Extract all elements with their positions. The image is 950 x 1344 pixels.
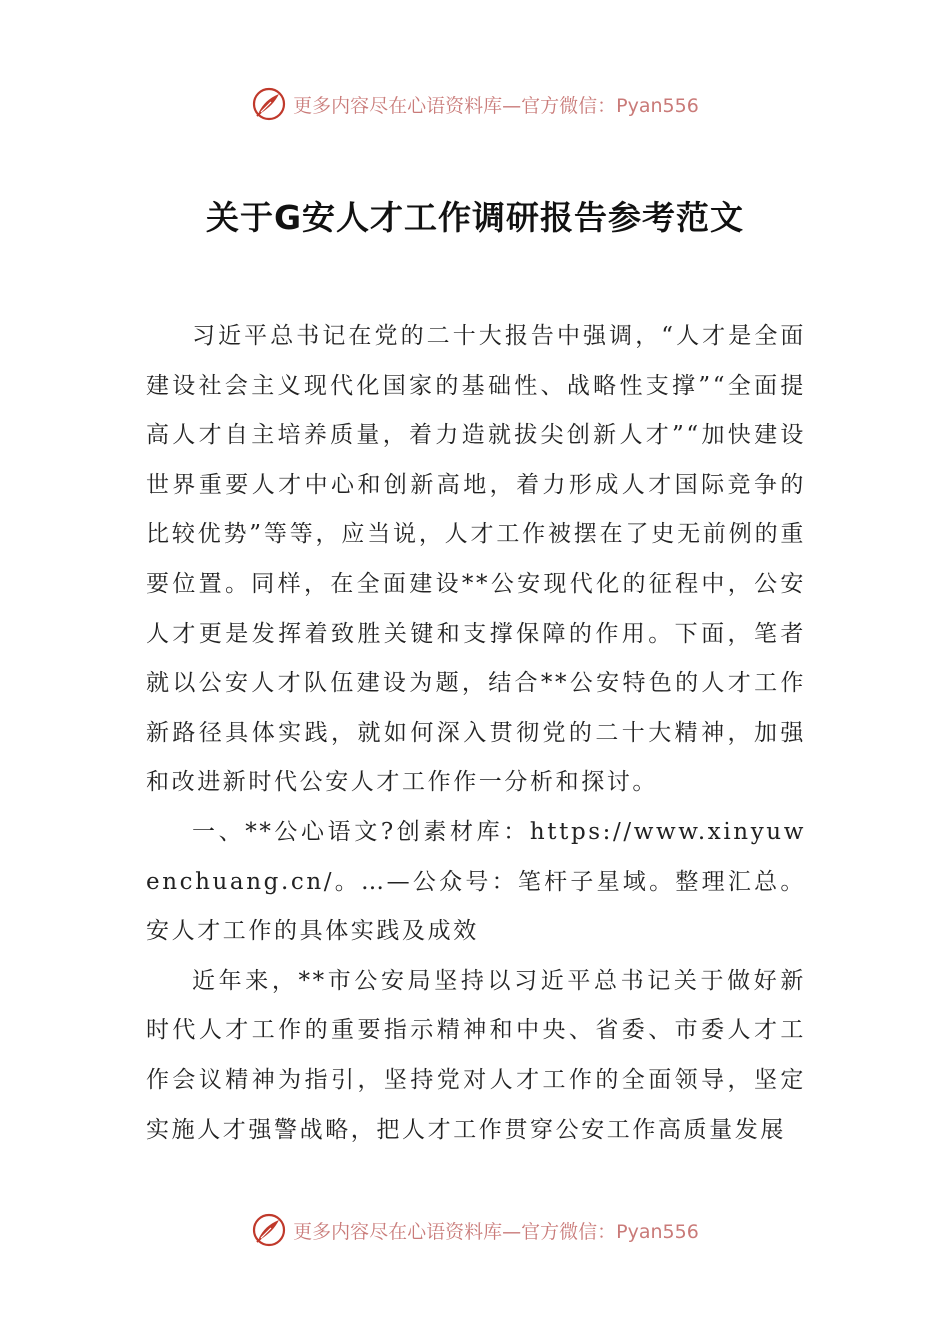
pen-nib-logo-icon xyxy=(251,1212,287,1248)
document-body xyxy=(146,312,806,1155)
header-watermark-banner xyxy=(0,86,950,122)
paragraph-intro: 习近平总书记在党的二十大报告中强调，“人才是全面建设社会主义现代化国家的基础性、战略性支撑”“全面提高人才自主培养质量，着力造就拔尖创新人才”“加快建设世界重要人才中心和创新高地，着力形成人才国际竞争的比较优势”等等，应当说，人才工作被摆在了史无前例的重要位置。同样，在全面建设**公安现代化的征程中，公安人才更是发挥着致胜关键和支撑保障的作用。下面，笔者就以公安人才队伍建设为题，结合**公安特色的人才工作新路径具体实践，就如何深入贯彻党的二十大精神，加强和改进新时代公安人才工作作一分析和探讨。 xyxy=(146,323,806,796)
footer-watermark-text: 更多内容尽在心语资料库—官方微信：Pyan556 xyxy=(293,1220,699,1243)
header-watermark-text: 更多内容尽在心语资料库—官方微信：Pyan556 xyxy=(293,94,699,117)
pen-nib-logo-icon xyxy=(251,86,287,122)
paragraph-section-heading: 一、**公心语文?创素材库：https://www.xinyuwenchuang.cn/。…—公众号：笔杆子星域。整理汇总。安人才工作的具体实践及成效 xyxy=(146,818,806,945)
page-title: 关于G安人才工作调研报告参考范文 xyxy=(205,198,745,238)
paragraph-section-body: 近年来，**市公安局坚持以习近平总书记关于做好新时代人才工作的重要指示精神和中央、省委、市委人才工作会议精神为指引，坚持党对人才工作的全面领导，坚定实施人才强警战略，把人才工作贯穿公安工作高质量发展 xyxy=(146,967,806,1143)
footer-watermark-banner xyxy=(0,1212,950,1248)
